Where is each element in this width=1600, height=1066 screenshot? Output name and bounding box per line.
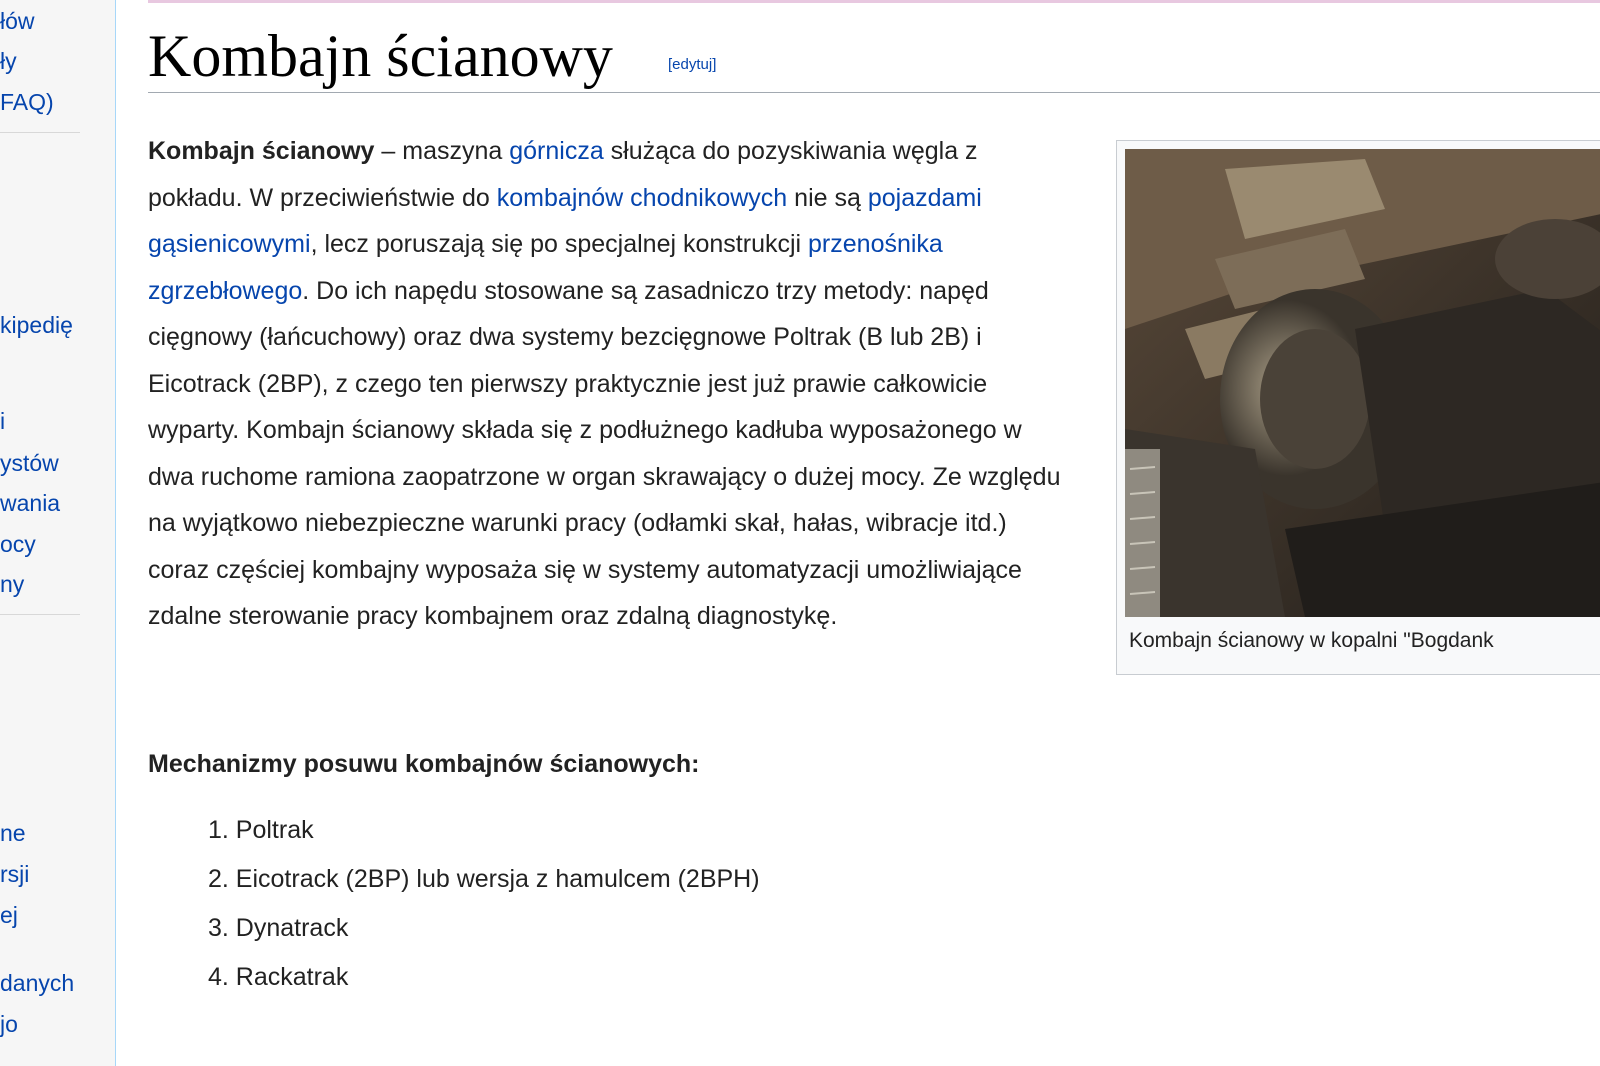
- sidebar-link[interactable]: wania: [0, 490, 61, 516]
- list-item: 3. Dynatrack: [208, 914, 349, 942]
- list-item: 4. Rackatrak: [208, 963, 349, 991]
- paragraph-text: , lecz poruszają się po specjalnej konstrukcji: [310, 230, 809, 258]
- article-content: [115, 0, 1600, 1066]
- sidebar-link[interactable]: jo: [0, 1011, 18, 1037]
- sidebar: [0, 0, 115, 1066]
- sidebar-link[interactable]: kipedię: [0, 312, 73, 338]
- mining-machine-image: [1125, 149, 1600, 617]
- sidebar-link[interactable]: danych: [0, 970, 75, 996]
- sidebar-link[interactable]: łów: [0, 8, 35, 34]
- list-heading: Mechanizmy posuwu kombajnów ścianowych:: [148, 750, 700, 778]
- link-pojazdy-gasienicowe[interactable]: pojazdami gąsienicowymi: [148, 183, 982, 258]
- sidebar-link[interactable]: rsji: [0, 861, 30, 887]
- list-item: 1. Poltrak: [208, 816, 314, 844]
- paragraph-text: . Do ich napędu stosowane są zasadniczo trzy metody: napęd cięgnowy (łańcuchowy) oraz dwa systemy bezcięgnowe Poltrak (B lub 2B) i Eicotrack (2BP), z czego ten pierwszy praktycznie jest już prawie całkowicie wyparty. Kombajn ścianowy składa się z podłużnego kadłuba wyposażonego w dwa ruchome ramiona zaopatrzone w organ skrawający o dużej mocy. Ze względu na wyjątkowo niebezpieczne warunki pracy (odłamki skał, hałas, wibracje itd.) coraz częściej kombajny wyposaża się w systemy automatyzacji umożliwiające zdalne sterowanie pracy kombajnem oraz zdalną diagnostykę.: [148, 276, 1061, 630]
- sidebar-link[interactable]: ne: [0, 820, 26, 846]
- article-paragraph: [148, 128, 1066, 640]
- mechanism-list: [208, 808, 760, 1004]
- sidebar-link[interactable]: ystów: [0, 450, 59, 476]
- paragraph-text: – maszyna: [374, 137, 510, 165]
- sidebar-link[interactable]: ny: [0, 571, 25, 597]
- link-przenosnik-zgrzeblowy[interactable]: przenośnika zgrzebłowego: [148, 230, 943, 305]
- shearer-photo[interactable]: [1125, 149, 1600, 617]
- sidebar-divider: [0, 132, 80, 133]
- paragraph-text: nie są: [787, 183, 868, 212]
- thumbnail-figure: [1116, 140, 1600, 675]
- sidebar-link[interactable]: FAQ): [0, 89, 54, 115]
- page-title: Kombajn ścianowy: [148, 23, 613, 89]
- list-item: 2. Eicotrack (2BP) lub wersja z hamulcem (2BPH): [208, 865, 760, 893]
- section-heading: [148, 20, 1600, 93]
- sidebar-link[interactable]: ły: [0, 48, 17, 74]
- link-kombajny-chodnikowe[interactable]: kombajnów chodnikowych: [496, 183, 788, 212]
- sidebar-divider: [0, 614, 80, 615]
- edit-section-link[interactable]: [edytuj]: [668, 56, 717, 73]
- thumbnail-caption: Kombajn ścianowy w kopalni "Bogdank: [1129, 629, 1494, 652]
- sidebar-link[interactable]: ocy: [0, 531, 36, 557]
- sidebar-link[interactable]: ej: [0, 902, 18, 928]
- sidebar-link[interactable]: i: [0, 408, 6, 434]
- bold-term: Kombajn ścianowy: [148, 137, 375, 165]
- link-gornicza[interactable]: górnicza: [509, 137, 604, 165]
- top-border: [148, 0, 1600, 3]
- paragraph-text: służąca do pozyskiwania węgla z pokładu. W przeciwieństwie do: [148, 137, 978, 212]
